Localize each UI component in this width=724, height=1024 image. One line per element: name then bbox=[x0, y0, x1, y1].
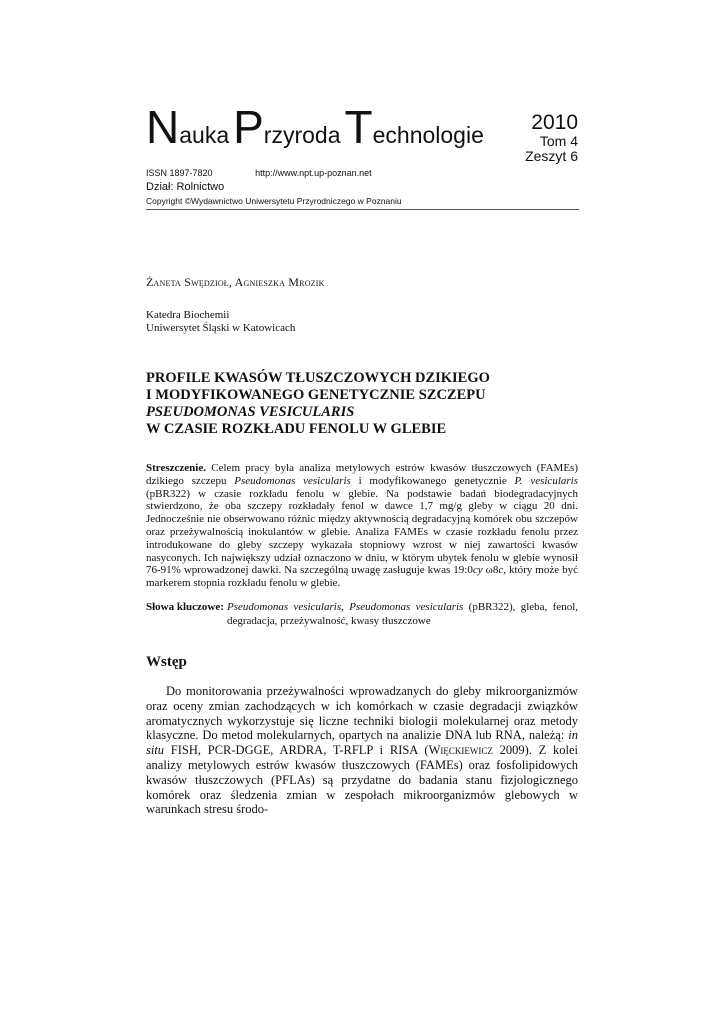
journal-title-cap-2: P bbox=[233, 101, 264, 153]
journal-title-rest-1: auka bbox=[179, 122, 230, 148]
title-line-3: PSEUDOMONAS VESICULARIS bbox=[146, 404, 355, 420]
body-text-b: in situ bbox=[146, 728, 578, 758]
abstract-text-c: i modyfikowanego genetycznie bbox=[350, 474, 515, 487]
journal-title-cap-1: N bbox=[146, 101, 180, 153]
abstract-label: Streszczenie. bbox=[146, 462, 206, 474]
journal-section: Dział: Rolnictwo bbox=[146, 181, 225, 193]
body-citation: Więckiewicz bbox=[428, 743, 493, 758]
section-body bbox=[146, 684, 578, 817]
journal-title-rest-3: echnologie bbox=[372, 122, 484, 148]
title-line-2: I MODYFIKOWANEGO GENETYCZNIE SZCZEPU bbox=[146, 387, 486, 403]
journal-issn: ISSN 1897-7820 bbox=[146, 168, 213, 178]
section-heading: Wstęp bbox=[146, 654, 187, 670]
abstract-text-f: cy bbox=[472, 564, 483, 577]
abstract-text-a: Celem pracy była analiza metylowych estrów kwasów tłuszczowych (FAMEs) dzikiego szczepu bbox=[146, 462, 578, 487]
journal-meta bbox=[146, 168, 372, 178]
journal-tom: Tom 4 bbox=[539, 133, 578, 150]
keywords-body bbox=[227, 600, 578, 628]
body-text-a: Do monitorowania przeżywalności wprowadzanych do gleby mikroorganizmów oraz oceny zmian zachodzących w ich komórkach w czasie degradacji związków aromatycznych wykorzystuje się liczne techniki biologii molekularnej oraz metody klasyczne. Do metod molekularnych, opartych na analizie DNA lub RNA, należą: bbox=[146, 684, 578, 743]
journal-title-cap-3: T bbox=[344, 101, 373, 153]
affiliation-line-2: Uniwersytet Śląski w Katowicach bbox=[146, 322, 296, 334]
title-line-4: W CZASIE ROZKŁADU FENOLU W GLEBIE bbox=[146, 421, 447, 437]
keywords-label: Słowa kluczowe: bbox=[146, 601, 224, 613]
abstract-text-d: P. vesicularis bbox=[514, 474, 578, 487]
keyword-a: Pseudomonas vesicularis bbox=[227, 601, 342, 613]
volume-info bbox=[525, 112, 578, 163]
abstract-text-e: (pBR322) w czasie rozkładu fenolu w glebie. Na podstawie badań biodegradacyjnych stwierdzono, że oba szczepy rozkładały fenol w dawce 1,7 mg/g gleby w ciągu 20 dni. Jednocześnie nie obserwowano różnic między aktywnością degradacyjną komórek obu szczepów oraz przeżywalnością inokulantów w glebie. Analiza FAMEs w czasie rozkładu fenolu przez introdukowane do gleby szczepy wykazała stopniowy wzrost w niej zawartości kwasów nasyconych. Ich największy udział oznaczono w dniu, w którym ubytek fenolu w glebie wynosił 76-91% wprowadzonej dawki. Na szczególną uwagę zasługuje kwas 19:0 bbox=[146, 487, 578, 577]
affiliation-line-1: Katedra Biochemii bbox=[146, 309, 230, 321]
abstract-text-h: c bbox=[498, 564, 504, 577]
body-text-c: FISH, PCR-DGGE, ARDRA, T-RFLP i RISA ( bbox=[164, 743, 429, 758]
abstract-text-g: ω8 bbox=[482, 564, 499, 577]
title-line-1: PROFILE KWASÓW TŁUSZCZOWYCH DZIKIEGO bbox=[146, 370, 490, 386]
journal-zeszyt: Zeszyt 6 bbox=[525, 147, 578, 164]
journal-title bbox=[146, 101, 488, 153]
header-divider bbox=[146, 209, 579, 210]
article-title bbox=[146, 370, 490, 438]
keyword-d: (pBR322), gleba, fenol, degradacja, przeżywalność, kwasy tłuszczowe bbox=[227, 601, 579, 627]
journal-url[interactable]: http://www.npt.up-poznan.net bbox=[255, 168, 372, 178]
article-authors: Żaneta Swędzioł, Agnieszka Mrozik bbox=[146, 275, 325, 289]
journal-year: 2010 bbox=[531, 111, 578, 134]
abstract bbox=[146, 462, 578, 590]
body-text-e: 2009). Z kolei analizy metylowych estrów kwasów tłuszczowych (FAMEs) oraz fosfolipidowych kwasów tłuszczowych (PFLAs) są przydatne do badania stanu fizjologicznego komórek oraz śledzenia zmian w zespołach mikroorganizmów glebowych w warunkach stresu środo- bbox=[146, 743, 578, 817]
keyword-c: Pseudomonas vesicularis bbox=[349, 601, 464, 613]
section-paragraph bbox=[146, 684, 578, 817]
abstract-text-b: Pseudomonas vesicularis bbox=[234, 474, 351, 487]
abstract-text-i: , który może być markerem stopnia rozkładu fenolu w glebie. bbox=[146, 564, 578, 590]
journal-copyright: Copyright ©Wydawnictwo Uniwersytetu Przyrodniczego w Poznaniu bbox=[146, 196, 402, 206]
journal-title-rest-2: rzyroda bbox=[263, 122, 341, 148]
keywords bbox=[146, 600, 578, 628]
keyword-sep: , bbox=[341, 601, 350, 613]
article-affiliation bbox=[146, 309, 295, 335]
